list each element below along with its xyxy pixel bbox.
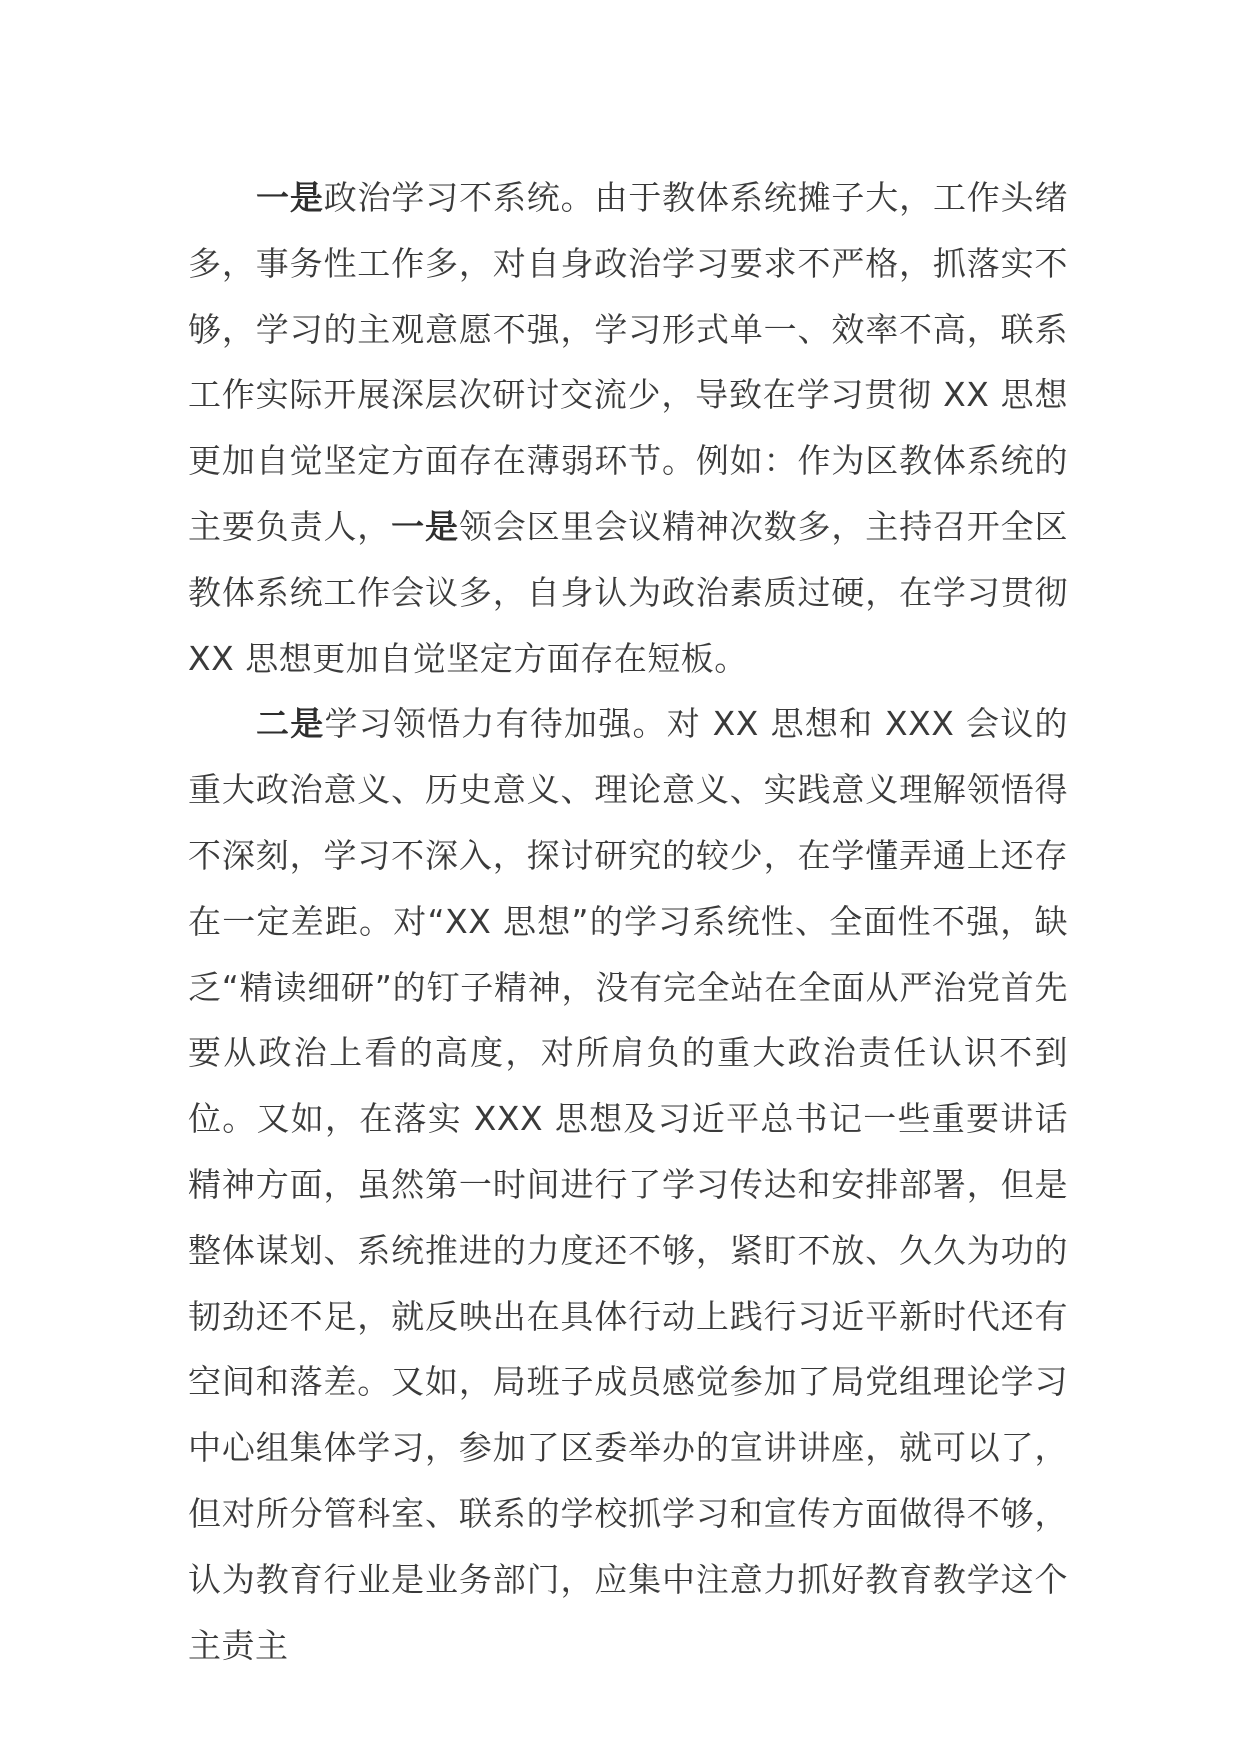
paragraph-2-text: 学习领悟力有待加强。对 XX 思想和 XXX 会议的重大政治意义、历史意义、理论意义、实践意义理解领悟得不深刻，学习不深入，探讨研究的较少，在学懂弄通上还存在一定差距。对“XX 思想”的学习系统性、全面性不强，缺乏“精读细研”的钉子精神，没有完全站在全面从严治党首先要从政治上看的高度，对所肩负的重大政治责任认识不到位。又如，在落实 XXX 思想及习近平总书记一些重要讲话精神方面，虽然第一时间进行了学习传达和安排部署，但是整体谋划、系统推进的力度还不够，紧盯不放、久久为功的韧劲还不足，就反映出在具体行动上践行习近平新时代还有空间和落差。又如，局班子成员感觉参加了局党组理论学习中心组集体学习，参加了区委举办的宣讲讲座，就可以了，但对所分管科室、联系的学校抓学习和宣传方面做得不够，认为教育行业是业务部门，应集中注意力抓好教育教学这个主责主 [188, 704, 1069, 1665]
paragraph-2 [188, 691, 1068, 1678]
paragraph-1-text-part-2: 领会区里会议精神次数多，主持召开全区教体系统工作会议多，自身认为政治素质过硬，在学习贯彻 XX 思想更加自觉坚定方面存在短板。 [188, 506, 1069, 678]
paragraph-1-lead: 一是 [256, 178, 324, 217]
paragraph-1 [188, 165, 1068, 691]
paragraph-1-inline-bold: 一是 [391, 506, 459, 546]
document-body [188, 165, 1068, 1678]
paragraph-1-text-part-1: 政治学习不系统。由于教体系统摊子大，工作头绪多，事务性工作多，对自身政治学习要求不严格，抓落实不够，学习的主观意愿不强，学习形式单一、效率不高，联系工作实际开展深层次研讨交流少，导致在学习贯彻 XX 思想更加自觉坚定方面存在薄弱环节。例如：作为区教体系统的主要负责人， [188, 178, 1069, 546]
paragraph-2-lead: 二是 [256, 704, 325, 744]
